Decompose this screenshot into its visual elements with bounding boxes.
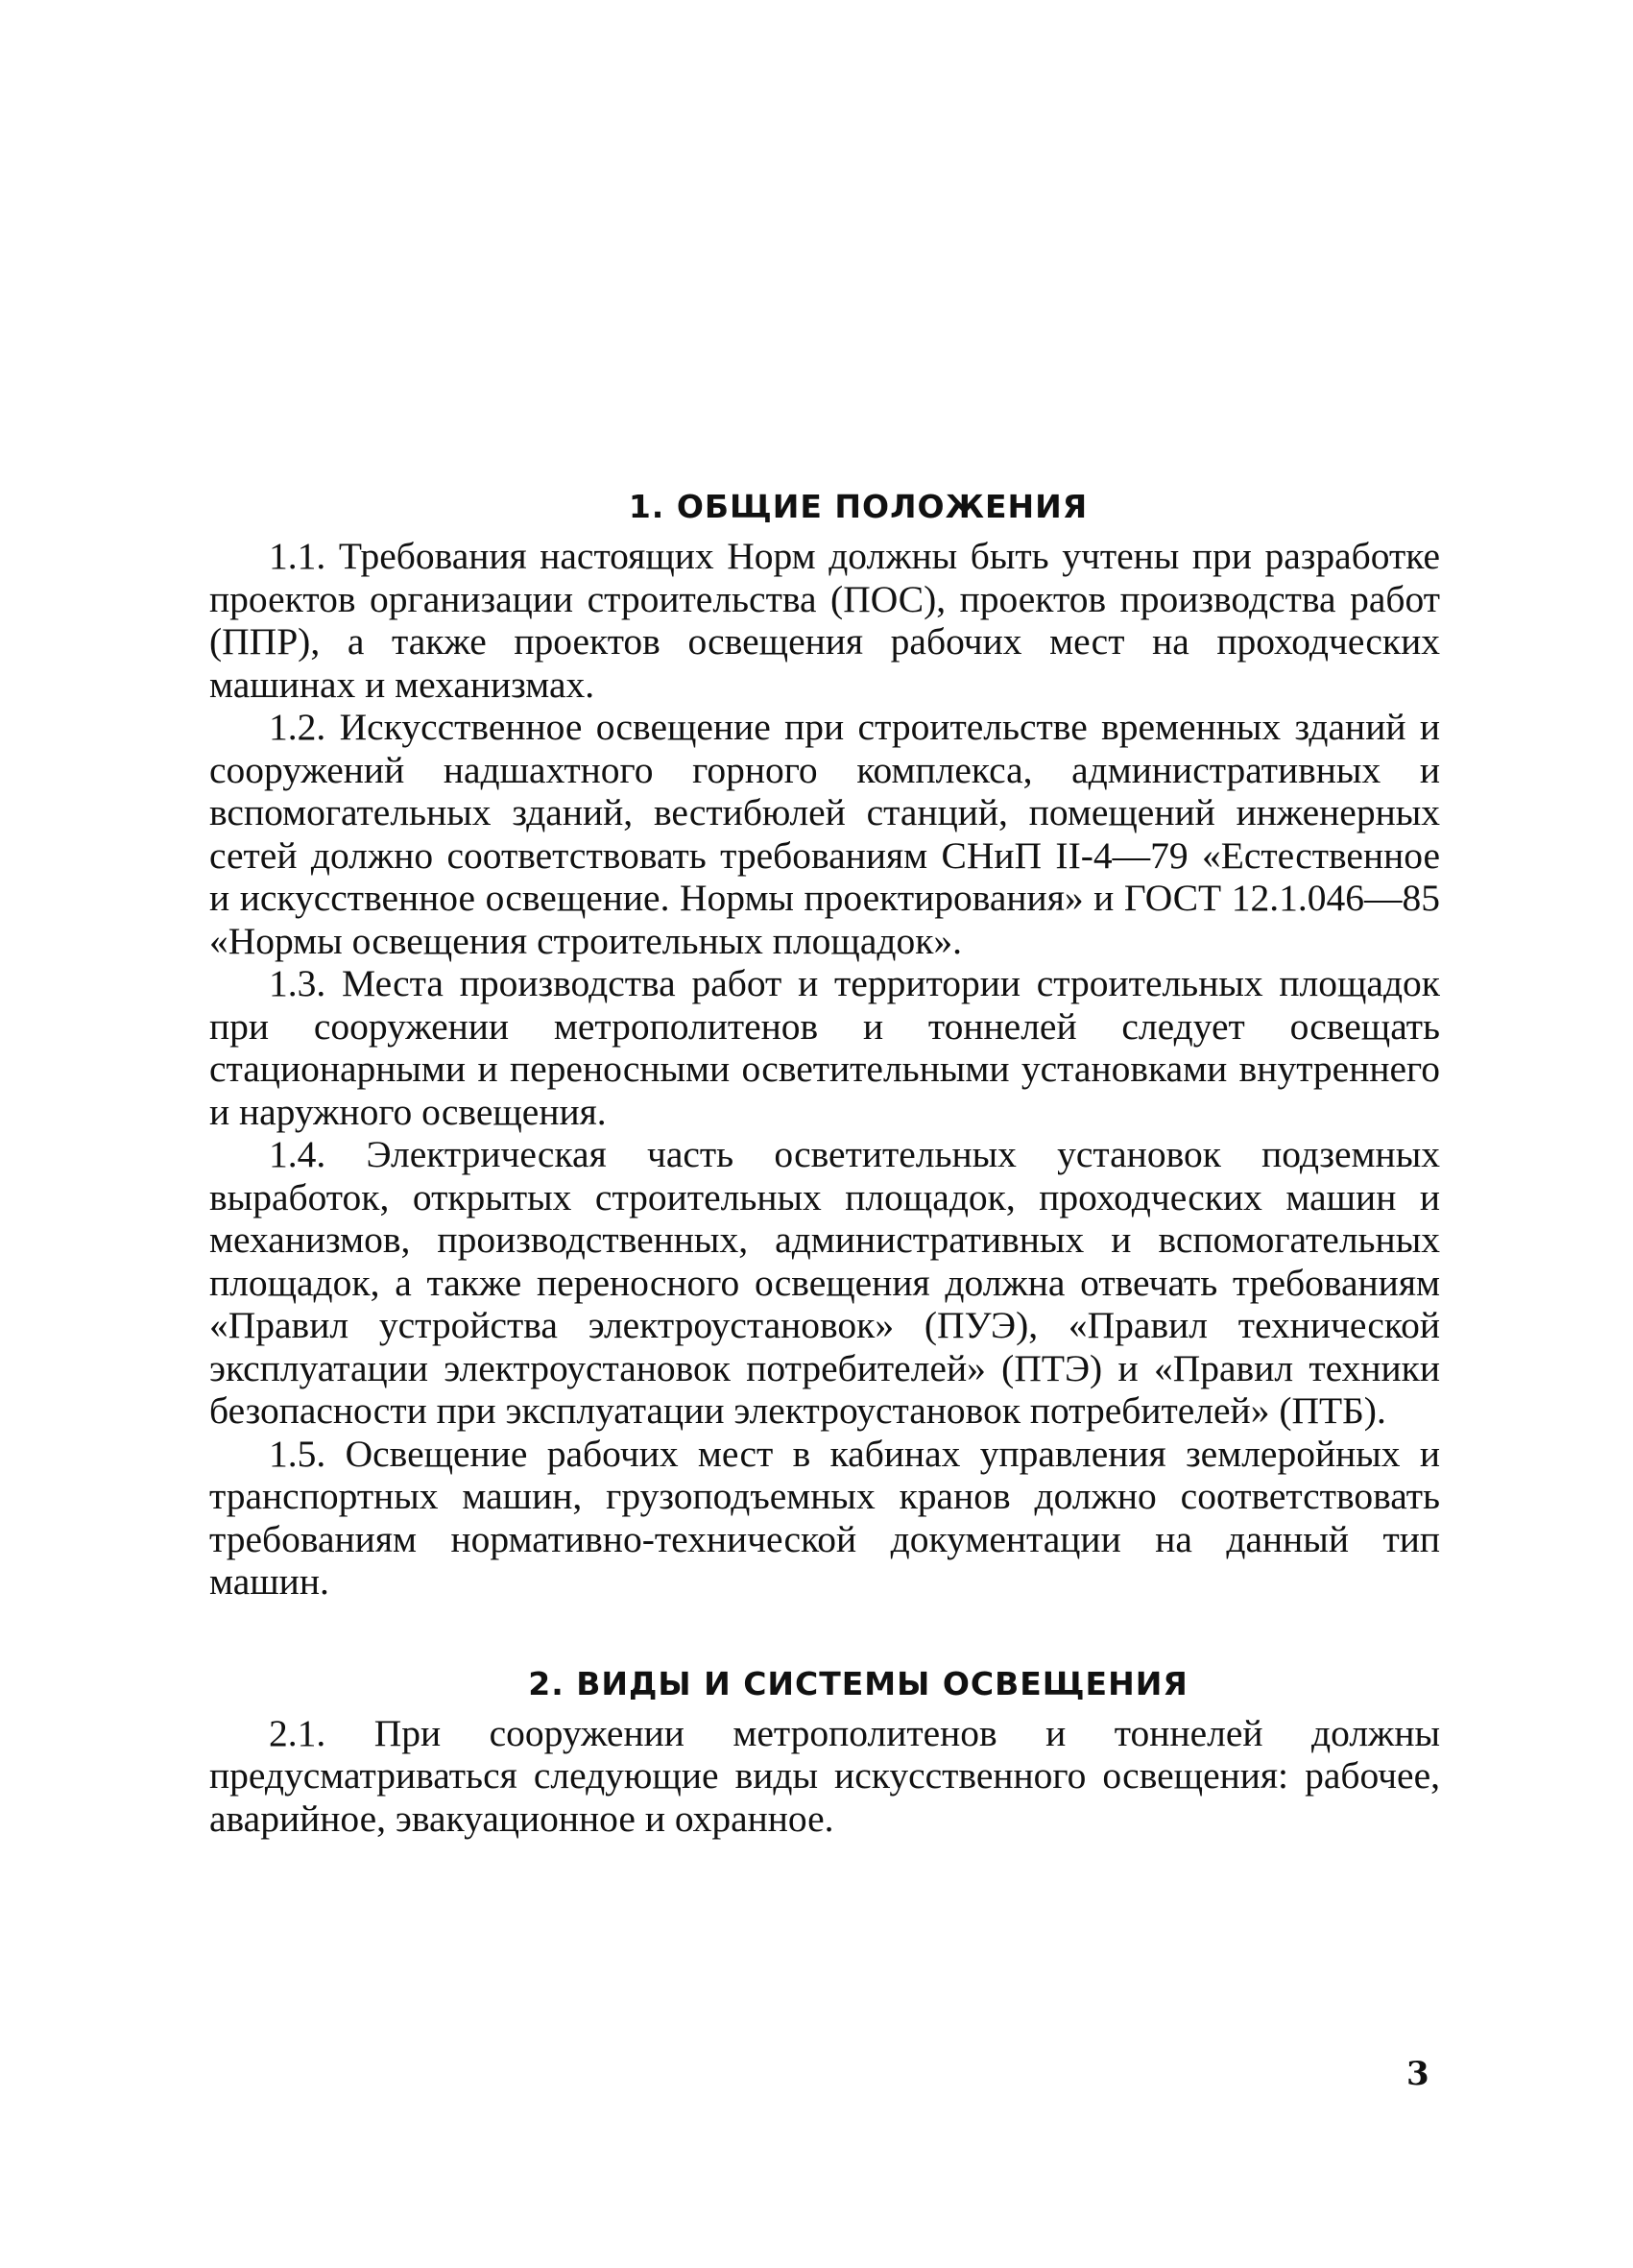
document-page (209, 488, 1440, 1840)
section-spacer (209, 1604, 1440, 1665)
page-number: 3 (1406, 2055, 1429, 2093)
paragraph-1-5: 1.5. Освещение рабочих мест в кабинах управления землеройных и транспортных машин, грузоподъемных кранов должно соответствовать требованиям нормативно-технической документации на данный тип машин. (209, 1432, 1440, 1603)
section-2-heading: 2. ВИДЫ И СИСТЕМЫ ОСВЕЩЕНИЯ (528, 1664, 1189, 1702)
paragraph-1-2: 1.2. Искусственное освещение при строительстве временных зданий и сооружений надшахтного горного комплекса, административных и вспомогательных зданий, вестибюлей станций, помещений инженерных сетей должно соответствовать требованиям СНиП II-4—79 «Естественное и искусственное освещение. Нормы проектирования» и ГОСТ 12.1.046—85 «Нормы освещения строительных площадок». (209, 706, 1440, 962)
paragraph-1-1: 1.1. Требования настоящих Норм должны быть учтены при разработке проектов организации строительства (ПОС), проектов производства работ (ППР), а также проектов освещения рабочих мест на проходческих машинах и механизмах. (209, 535, 1440, 706)
section-1-heading: 1. ОБЩИЕ ПОЛОЖЕНИЯ (628, 488, 1089, 525)
paragraph-1-4: 1.4. Электрическая часть осветительных установок подземных выработок, открытых строительных площадок, проходческих машин и механизмов, производственных, административных и вспомогательных площадок, а также переносного освещения должна отвечать требованиям «Правил устройства электроустановок» (ПУЭ), «Правил технической эксплуатации электроустановок потребителей» (ПТЭ) и «Правил техники безопасности при эксплуатации электроустановок потребителей» (ПТБ). (209, 1133, 1440, 1432)
paragraph-1-3: 1.3. Места производства работ и территории строительных площадок при сооружении метрополитенов и тоннелей следует освещать стационарными и переносными осветительными установками внутреннего и наружного освещения. (209, 962, 1440, 1133)
paragraph-2-1: 2.1. При сооружении метрополитенов и тоннелей должны предусматриваться следующие виды искусственного освещения: рабочее, аварийное, эвакуационное и охранное. (209, 1711, 1440, 1840)
